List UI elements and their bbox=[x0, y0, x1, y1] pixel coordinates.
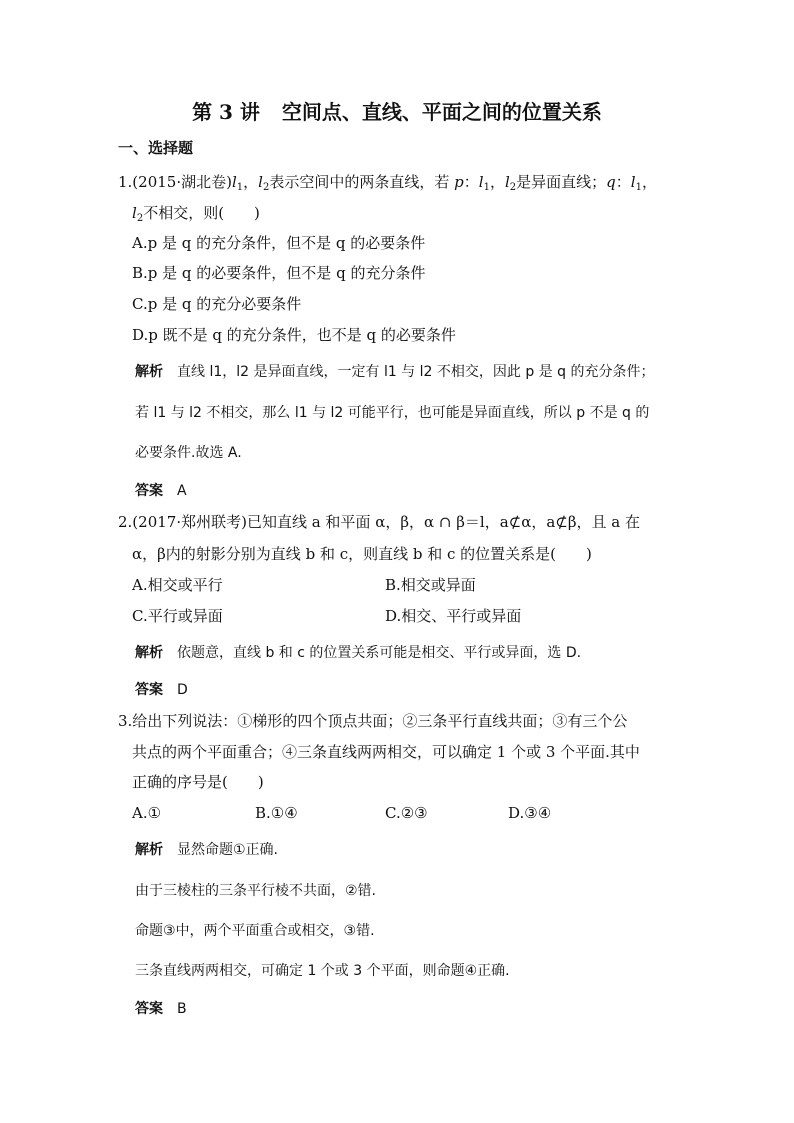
q3-answer bbox=[135, 999, 187, 1019]
q2-option-b: B.相交或异面 bbox=[385, 576, 476, 594]
q3-analysis-line3: 命题③中，两个平面重合或相交，③错. bbox=[135, 923, 375, 939]
q1-analysis-line3: 必要条件.故选 A. bbox=[135, 445, 242, 461]
q1-answer bbox=[135, 481, 187, 501]
q1-analysis-line2: 若 l1 与 l2 不相交，那么 l1 与 l2 可能平行，也可能是异面直线，所以 p 不是 q 的 bbox=[135, 405, 650, 421]
q1-option-a: A.p 是 q 的充分条件，但不是 q 的必要条件 bbox=[132, 234, 426, 252]
q1-option-c: C.p 是 q 的充分必要条件 bbox=[132, 295, 302, 313]
q3-option-c: C.②③ bbox=[385, 804, 428, 822]
q2-option-d: D.相交、平行或异面 bbox=[385, 607, 522, 625]
q2-option-c: C.平行或异面 bbox=[132, 607, 223, 625]
q3-stem-line2: 共点的两个平面重合；④三条直线两两相交，可以确定 1 个或 3 个平面.其中 bbox=[132, 743, 640, 761]
q3-answer-label: 答案 bbox=[135, 1001, 163, 1017]
q2-stem-line2: α，β内的射影分别为直线 b 和 c，则直线 b 和 c 的位置关系是( ) bbox=[132, 545, 592, 563]
q1-option-b: B.p 是 q 的必要条件，但不是 q 的充分条件 bbox=[132, 264, 426, 282]
q1-answer-label: 答案 bbox=[135, 483, 163, 499]
q1-analysis-label: 解析 bbox=[135, 364, 163, 380]
q2-stem-line1: 2.(2017·郑州联考)已知直线 a 和平面 α，β，α ∩ β＝l，a⊄α，a⊄β，且 a 在 bbox=[118, 513, 641, 531]
q2-answer bbox=[135, 680, 188, 700]
q2-option-a: A.相交或平行 bbox=[132, 576, 223, 594]
q3-option-a: A.① bbox=[132, 804, 162, 822]
q3-option-d: D.③④ bbox=[508, 804, 552, 822]
lecture-topic: 空间点、直线、平面之间的位置关系 bbox=[281, 100, 602, 124]
q3-analysis-line1: 解析 显然命题①正确. bbox=[135, 842, 279, 858]
q1-answer-value: A bbox=[177, 483, 187, 499]
q3-analysis-line2: 由于三棱柱的三条平行棱不共面，②错. bbox=[135, 883, 376, 899]
q1-stem-line2: $l_2$不相交，则( ) bbox=[132, 204, 260, 224]
q1-option-d: D.p 既不是 q 的充分条件，也不是 q 的必要条件 bbox=[132, 326, 456, 344]
q2-analysis: 解析 依题意，直线 b 和 c 的位置关系可能是相交、平行或异面，选 D. bbox=[135, 645, 582, 661]
q3-stem-line3: 正确的序号是( ) bbox=[132, 773, 264, 791]
q3-option-b: B.①④ bbox=[255, 804, 298, 822]
q1-analysis-line1: 解析 直线 l1，l2 是异面直线，一定有 l1 与 l2 不相交，因此 p 是 q 的充分条件； bbox=[135, 364, 655, 380]
q3-stem-line1: 3.给出下列说法：①梯形的四个顶点共面；②三条平行直线共面；③有三个公 bbox=[118, 712, 628, 730]
lecture-number: 第 3 讲 bbox=[192, 100, 260, 124]
q3-analysis-label: 解析 bbox=[135, 842, 163, 858]
lecture-title bbox=[0, 98, 794, 126]
q2-answer-label: 答案 bbox=[135, 682, 163, 698]
q2-answer-value: D bbox=[177, 682, 188, 698]
q3-analysis-line4: 三条直线两两相交，可确定 1 个或 3 个平面，则命题④正确. bbox=[135, 963, 510, 979]
q2-analysis-label: 解析 bbox=[135, 645, 163, 661]
section-heading: 一、选择题 bbox=[118, 139, 194, 157]
q1-stem-line1: 1.(2015·湖北卷)$l_1$，$l_2$表示空间中的两条直线，若 p：$l_1$，$l_2$是异面直线；q：$l_1$， bbox=[118, 173, 657, 193]
q3-answer-value: B bbox=[177, 1001, 187, 1017]
